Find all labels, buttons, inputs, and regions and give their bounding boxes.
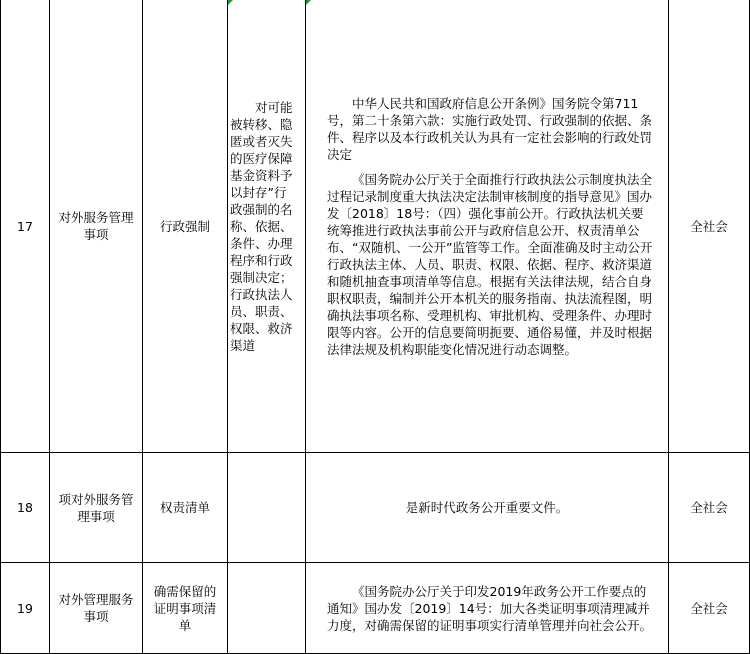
row-number: 18: [1, 453, 50, 563]
scope-cell: 全社会: [669, 453, 750, 563]
basis-paragraph: 《国务院办公厅关于印发2019年政务公开工作要点的通知》国办发〔2019〕14号：加大各类证明事项清理减并力度，对确需保留的证明事项实行清单管理并向社会公开。: [327, 583, 653, 633]
cell-comment-marker: [306, 0, 311, 5]
basis-cell: [306, 563, 669, 654]
cell-comment-marker: [228, 0, 233, 5]
table-row: [1, 0, 750, 453]
item-cell: 确需保留的证明事项清单: [143, 563, 228, 654]
category-cell: 项对外服务管理事项: [50, 453, 143, 563]
content-cell: [228, 563, 306, 654]
scope-cell: 全社会: [669, 0, 750, 453]
basis-cell: [306, 453, 669, 563]
table-row: [1, 453, 750, 563]
row-number: 17: [1, 0, 50, 453]
basis-paragraph: 是新时代政务公开重要文件。: [405, 500, 569, 515]
category-cell: 对外管理服务事项: [50, 563, 143, 654]
basis-cell: [306, 0, 669, 453]
item-cell: 权责清单: [143, 453, 228, 563]
scope-cell: 全社会: [669, 563, 750, 654]
content-cell: [228, 453, 306, 563]
table-row: [1, 563, 750, 654]
basis-paragraph: 《国务院办公厅关于全面推行行政执法公示制度执法全过程记录制度重大执法决定法制审核制度的指导意见》国办发〔2018〕18号：（四）强化事前公开。行政执法机关要统筹推进行政执法事前公开与政府信息公开、权责清单公布、“双随机、一公开”监管等工作。全面准确及时主动公开行政执法主体、人员、职责、权限、依据、程序、救济渠道和随机抽查事项清单等信息。根据有关法律法规，结合自身职权职责，编制并公开本机关的服务指南、执法流程图，明确执法事项名称、受理机构、审批机构、受理条件、办理时限等内容。公开的信息要简明扼要、通俗易懂，并及时根据法律法规及机构职能变化情况进行动态调整。: [327, 171, 653, 357]
item-cell: 行政强制: [143, 0, 228, 453]
row-number: 19: [1, 563, 50, 654]
content-cell: [228, 0, 306, 453]
content-text: 对可能被转移、隐匿或者灭失的医疗保障基金资料予以封存”行政强制的名称、依据、条件、办理程序和行政强制决定；行政执法人员、职责、权限、救济渠道: [230, 99, 293, 353]
basis-paragraph: 中华人民共和国政府信息公开条例》国务院令第711号，第二十条第六款：实施行政处罚、行政强制的依据、条件、程序以及本行政机关认为具有一定社会影响的行政处罚决定: [327, 95, 653, 162]
category-cell: 对外服务管理事项: [50, 0, 143, 453]
